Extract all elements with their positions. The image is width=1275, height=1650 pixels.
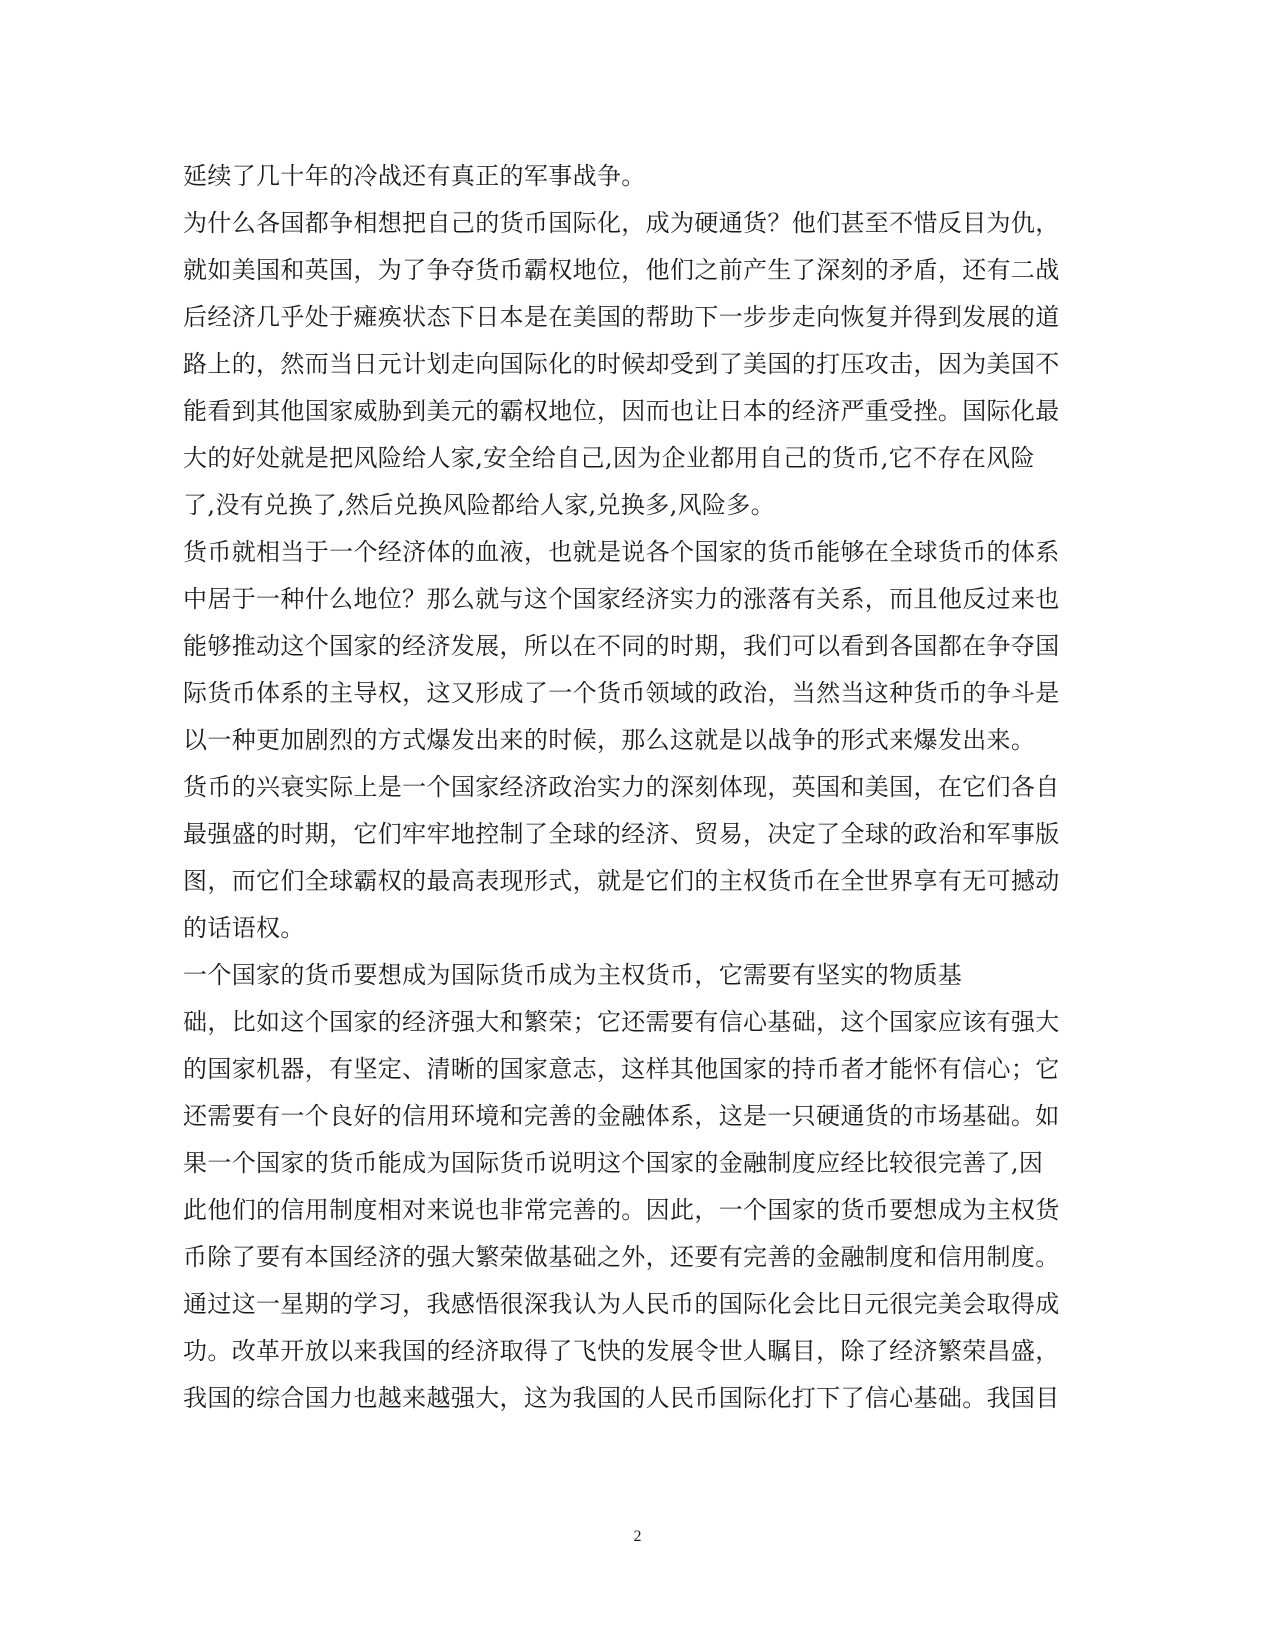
page-number: 2 bbox=[633, 1528, 642, 1545]
text-line: 一个国家的货币要想成为国际货币成为主权货币，它需要有坚实的物质基 bbox=[183, 961, 963, 989]
text-line: 了,没有兑换了,然后兑换风险都给人家,兑换多,风险多。 bbox=[183, 491, 775, 519]
text-line: 最强盛的时期，它们牢牢地控制了全球的经济、贸易，决定了全球的政治和军事版 bbox=[183, 820, 1060, 848]
text-line: 果一个国家的货币能成为国际货币说明这个国家的金融制度应经比较很完善了,因 bbox=[183, 1149, 1044, 1177]
document-body bbox=[183, 153, 1083, 1422]
text-line: 际货币体系的主导权，这又形成了一个货币领域的政治，当然当这种货币的争斗是 bbox=[183, 679, 1060, 707]
text-line: 能够推动这个国家的经济发展，所以在不同的时期，我们可以看到各国都在争夺国 bbox=[183, 632, 1060, 660]
text-line: 功。改革开放以来我国的经济取得了飞快的发展令世人瞩目，除了经济繁荣昌盛， bbox=[183, 1337, 1060, 1365]
text-line: 我国的综合国力也越来越强大，这为我国的人民币国际化打下了信心基础。我国目 bbox=[183, 1384, 1060, 1412]
text-line: 为什么各国都争相想把自己的货币国际化，成为硬通货？他们甚至不惜反目为仇， bbox=[183, 209, 1060, 237]
text-line: 后经济几乎处于瘫痪状态下日本是在美国的帮助下一步步走向恢复并得到发展的道 bbox=[183, 303, 1060, 331]
text-line: 以一种更加剧烈的方式爆发出来的时候，那么这就是以战争的形式来爆发出来。 bbox=[183, 726, 1036, 754]
text-line: 的话语权。 bbox=[183, 914, 305, 942]
text-line: 就如美国和英国，为了争夺货币霸权地位，他们之前产生了深刻的矛盾，还有二战 bbox=[183, 256, 1060, 284]
text-line: 图，而它们全球霸权的最高表现形式，就是它们的主权货币在全世界享有无可撼动 bbox=[183, 867, 1060, 895]
text-line: 通过这一星期的学习，我感悟很深我认为人民币的国际化会比日元很完美会取得成 bbox=[183, 1290, 1060, 1318]
text-line: 货币的兴衰实际上是一个国家经济政治实力的深刻体现，英国和美国，在它们各自 bbox=[183, 773, 1060, 801]
text-line: 币除了要有本国经济的强大繁荣做基础之外，还要有完善的金融制度和信用制度。 bbox=[183, 1243, 1060, 1271]
text-line: 础，比如这个国家的经济强大和繁荣；它还需要有信心基础，这个国家应该有强大 bbox=[183, 1008, 1060, 1036]
text-line: 大的好处就是把风险给人家,安全给自己,因为企业都用自己的货币,它不存在风险 bbox=[183, 444, 1035, 472]
text-line: 能看到其他国家威胁到美元的霸权地位，因而也让日本的经济严重受挫。国际化最 bbox=[183, 397, 1060, 425]
text-line: 还需要有一个良好的信用环境和完善的金融体系，这是一只硬通货的市场基础。如 bbox=[183, 1102, 1060, 1130]
text-line: 路上的，然而当日元计划走向国际化的时候却受到了美国的打压攻击，因为美国不 bbox=[183, 350, 1060, 378]
text-line: 此他们的信用制度相对来说也非常完善的。因此，一个国家的货币要想成为主权货 bbox=[183, 1196, 1060, 1224]
text-line: 货币就相当于一个经济体的血液，也就是说各个国家的货币能够在全球货币的体系 bbox=[183, 538, 1060, 566]
text-line: 中居于一种什么地位？那么就与这个国家经济实力的涨落有关系，而且他反过来也 bbox=[183, 585, 1060, 613]
text-line: 的国家机器，有坚定、清晰的国家意志，这样其他国家的持币者才能怀有信心；它 bbox=[183, 1055, 1060, 1083]
text-line: 延续了几十年的冷战还有真正的军事战争。 bbox=[183, 162, 646, 190]
